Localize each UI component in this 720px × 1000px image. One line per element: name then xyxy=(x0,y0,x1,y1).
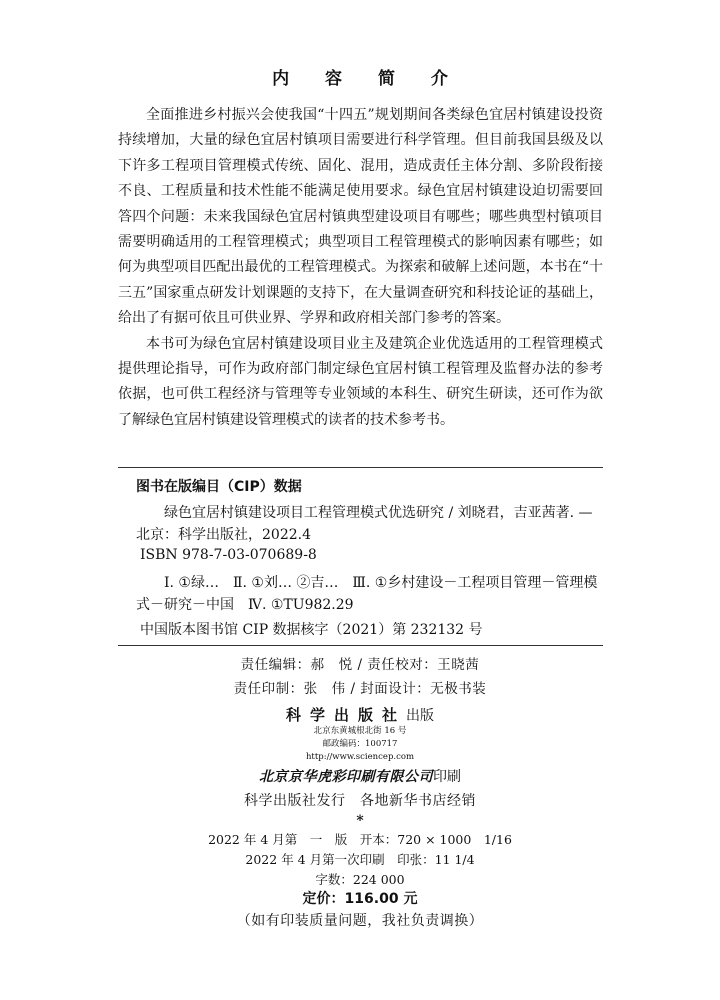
edition-line-1: 2022 年 4 月第 一 版 开本：720 × 1000 1/16 xyxy=(208,832,512,847)
page-title: 内 容 简 介 xyxy=(272,69,463,89)
credits-row-production: 责任印制：张 伟 / 封面设计：无极书装 xyxy=(233,681,487,697)
edition-info xyxy=(0,830,720,890)
price: 定价：116.00 元 xyxy=(302,891,418,907)
printer-suffix: 印刷 xyxy=(433,769,461,785)
publisher-postcode: 邮政编码：100717 xyxy=(322,739,398,749)
cip-heading: 图书在版编目（CIP）数据 xyxy=(136,479,302,495)
cip-classification: Ⅰ. ①绿… Ⅱ. ①刘… ②吉… Ⅲ. ①乡村建设－工程项目管理－管理模式－研究－中国 Ⅳ. ①TU982.29 xyxy=(136,575,598,613)
abstract-paragraph-2: 本书可为绿色宜居村镇建设项目业主及建筑企业优选适用的工程管理模式提供理论指导，可作为政府部门制定绿色宜居村镇工程管理及监督办法的参考依据，也可供工程经济与管理等专业领域的本科生、研究生研读，还可作为欲了解绿色宜居村镇建设管理模式的读者的技术参考书。 xyxy=(118,335,603,428)
isbn: ISBN 978-7-03-070689-8 xyxy=(140,547,317,563)
publisher-address: 北京东黄城根北街 16 号 xyxy=(313,726,407,736)
publisher-name: 科学出版社 xyxy=(285,706,406,724)
printer-name: 北京京华虎彩印刷有限公司 xyxy=(259,769,433,785)
credits-row-editors: 责任编辑：郝 悦 / 责任校对：王晓茜 xyxy=(240,657,480,673)
printer-line xyxy=(0,766,720,786)
quality-notice: （如有印装质量问题，我社负责调换） xyxy=(236,913,484,929)
abstract-paragraph-1: 全面推进乡村振兴会使我国“十四五”规划期间各类绿色宜居村镇建设投资持续增加，大量的绿色宜居村镇项目需要进行科学管理。但目前我国县级及以下许多工程项目管理模式传统、固化、混用，造成责任主体分割、多阶段衔接不良、工程质量和技术性能不能满足使用要求。绿色宜居村镇建设迫切需要回答四个问题：未来我国绿色宜居村镇典型建设项目有哪些；哪些典型村镇项目需要明确适用的工程管理模式；典型项目工程管理模式的影响因素有哪些；如何为典型项目匹配出最优的工程管理模式。为探索和破解上述问题，本书在“十三五”国家重点研发计划课题的支持下，在大量调查研究和科技论证的基础上，给出了有据可依且可供业界、学界和政府相关部门参考的答案。 xyxy=(118,107,603,327)
cip-block xyxy=(118,467,603,646)
publisher-line xyxy=(0,704,720,725)
abstract-section xyxy=(118,103,603,433)
cip-description: 绿色宜居村镇建设项目工程管理模式优选研究 / 刘晓君，吉亚茜著. —北京：科学出版社，2022.4 xyxy=(136,505,593,543)
edition-line-3: 字数：224 000 xyxy=(315,872,405,887)
editorial-credits xyxy=(0,653,720,701)
publisher-website: http://www.sciencep.com xyxy=(305,752,415,762)
edition-line-2: 2022 年 4 月第一次印刷 印张：11 1/4 xyxy=(245,852,475,867)
cip-check-number: 中国版本图书馆 CIP 数据核字（2021）第 232132 号 xyxy=(140,622,483,638)
publisher-suffix: 出版 xyxy=(406,708,434,724)
separator-star: * xyxy=(356,813,364,829)
publisher-block xyxy=(0,704,720,810)
distribution-line: 科学出版社发行 各地新华书店经销 xyxy=(244,793,476,809)
